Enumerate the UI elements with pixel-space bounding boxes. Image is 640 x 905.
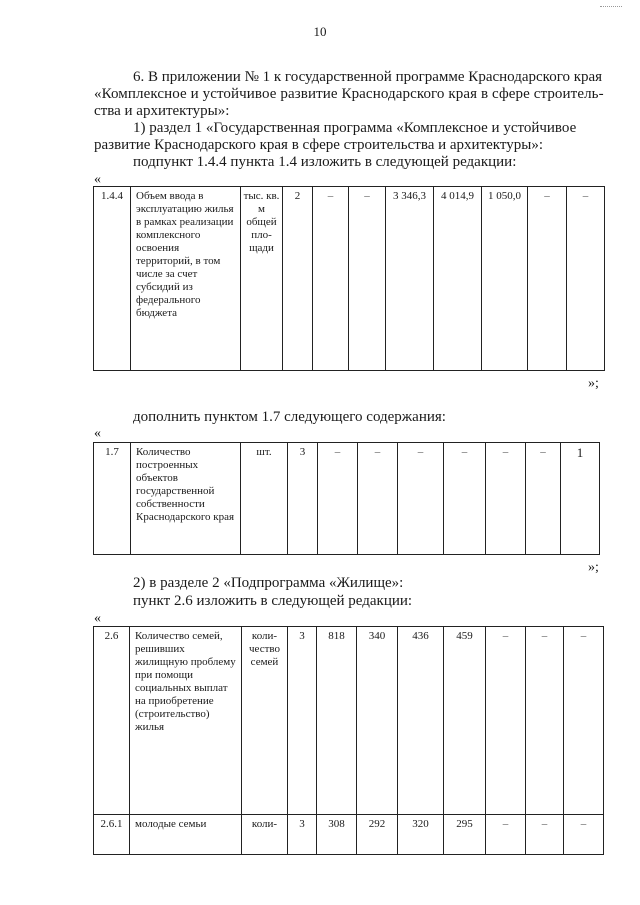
cell-value: 459 — [444, 627, 486, 815]
cell-status: 3 — [288, 627, 317, 815]
cell-unit: шт. — [241, 443, 288, 555]
cell-value: 292 — [357, 815, 398, 855]
table-row — [94, 443, 600, 555]
cell-unit: коли-чество семей — [242, 627, 288, 815]
quote-open-3: « — [94, 611, 101, 626]
cell-value: – — [567, 187, 605, 371]
para2: дополнить пунктом 1.7 следующего содержания: — [133, 409, 446, 425]
cell-unit: тыс. кв. м общей пло-щади — [241, 187, 283, 371]
cell-value: 320 — [398, 815, 444, 855]
cell-indicator-name: Количество семей, решивших жилищную проблему при помощи социальных выплат на приобретение (строительство) жилья — [130, 627, 242, 815]
cell-value: – — [486, 443, 526, 555]
cell-value: 818 — [317, 627, 357, 815]
cell-value: – — [444, 443, 486, 555]
cell-value: 340 — [357, 627, 398, 815]
cell-indicator-name: Количество построенных объектов государственной собственности Краснодарского края — [131, 443, 241, 555]
cell-indicator-name: молодые семьи — [130, 815, 242, 855]
cell-status: 3 — [288, 443, 318, 555]
cell-unit: коли- — [242, 815, 288, 855]
cell-value: – — [313, 187, 349, 371]
cell-value: 4 014,9 — [434, 187, 482, 371]
para1-line-6: подпункт 1.4.4 пункта 1.4 изложить в следующей редакции: — [133, 154, 517, 170]
cell-value: – — [486, 815, 526, 855]
cell-value: – — [349, 187, 386, 371]
cell-value: – — [564, 627, 604, 815]
table-row — [94, 187, 605, 371]
cell-value: 295 — [444, 815, 486, 855]
quote-open-2: « — [94, 426, 101, 441]
scan-corner-mark — [600, 6, 622, 7]
cell-value: – — [526, 815, 564, 855]
para1-line-2: «Комплексное и устойчивое развитие Краснодарского края в сфере строитель- — [94, 86, 604, 102]
cell-number: 2.6 — [94, 627, 130, 815]
table-3 — [93, 626, 604, 855]
para3-line-1: 2) в разделе 2 «Подпрограмма «Жилище»: — [133, 575, 404, 591]
cell-number: 2.6.1 — [94, 815, 130, 855]
quote-open-1: « — [94, 172, 101, 187]
cell-value: 308 — [317, 815, 357, 855]
cell-number: 1.4.4 — [94, 187, 131, 371]
table-1 — [93, 186, 605, 371]
cell-value: – — [486, 627, 526, 815]
cell-value: – — [358, 443, 398, 555]
table-row — [94, 815, 604, 855]
cell-value: 436 — [398, 627, 444, 815]
para1-line-4: 1) раздел 1 «Государственная программа «Комплексное и устойчивое — [133, 120, 577, 136]
cell-value: – — [398, 443, 444, 555]
para1-line-5: развитие Краснодарского края в сфере строительства и архитектуры»: — [94, 137, 543, 153]
page-number: 10 — [313, 24, 327, 39]
table-2 — [93, 442, 600, 555]
para1-line-1: 6. В приложении № 1 к государственной программе Краснодарского края — [133, 69, 603, 85]
table-row — [94, 627, 604, 815]
para3-line-2: пункт 2.6 изложить в следующей редакции: — [133, 593, 413, 609]
cell-status: 3 — [288, 815, 317, 855]
cell-value: 1 — [561, 443, 600, 555]
quote-close-2: »; — [588, 560, 599, 575]
cell-indicator-name: Объем ввода в эксплуатацию жилья в рамках реализации комплексного освоения территорий, в том числе за счет субсидий из федерального бюджета — [131, 187, 241, 371]
quote-close-1: »; — [588, 376, 599, 391]
cell-value: – — [318, 443, 358, 555]
cell-value: – — [528, 187, 567, 371]
cell-value: – — [526, 443, 561, 555]
cell-value: 1 050,0 — [482, 187, 528, 371]
cell-value: – — [526, 627, 564, 815]
para1-line-3: ства и архитектуры»: — [94, 103, 230, 119]
cell-value: 3 346,3 — [386, 187, 434, 371]
cell-status: 2 — [283, 187, 313, 371]
cell-number: 1.7 — [94, 443, 131, 555]
cell-value: – — [564, 815, 604, 855]
